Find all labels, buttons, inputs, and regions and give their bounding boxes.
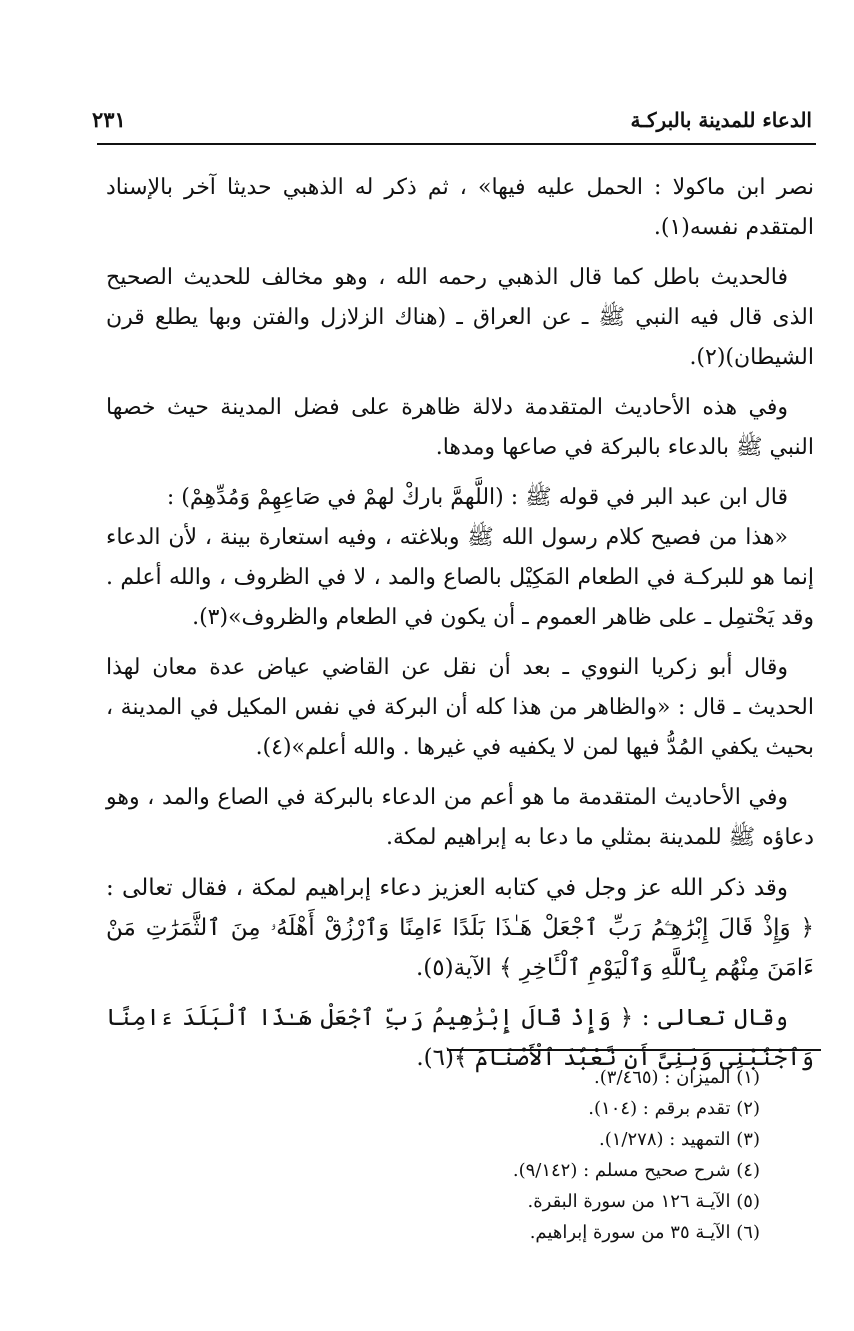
footnote: (٣) التمهيد : (١/٢٧٨). [599, 1129, 760, 1150]
quotation: «هذا من فصيح كلام رسول الله ﷺ وبلاغته ، وفيه استعارة بينة ، لأن الدعاء إنما هو للبركـة في الطعام المَكِيْل بالصاع والمد ، لا في الظروف ، والله أعلم . وقد يَحْتمِل ـ على ظاهر العموم ـ أن يكون في الطعام والظروف»(٣). [106, 525, 814, 630]
footnote: (١) الميزان : (٣/٤٦٥). [594, 1067, 760, 1088]
running-title: الدعاء للمدينة بالبركـة [630, 108, 812, 132]
quote-intro: قال ابن عبد البر في قوله ﷺ : (اللَّهمَّ باركْ لهمْ في صَاعِهِمْ وَمُدِّهِمْ) : [166, 485, 788, 510]
paragraph: وقال أبو زكريا النووي ـ بعد أن نقل عن القاضي عياض عدة معان لهذا الحديث ـ قال : «والظاهر من هذا كله أن البركة في نفس المكيل في المدينة ، بحيث يكفي المُدُّ فيها لمن لا يكفيه في غيرها . والله أعلم»(٤). [106, 655, 814, 760]
paragraph: وفي هذه الأحاديث المتقدمة دلالة ظاهرة على فضل المدينة حيث خصها النبي ﷺ بالدعاء بالبركة في صاعها ومدها. [106, 395, 814, 460]
paragraph: نصر ابن ماكولا : الحمل عليه فيها» ، ثم ذكر له الذهبي حديثا آخر بالإسناد المتقدم نفسه(١). [106, 175, 814, 240]
footnote: (٥) الآيـة ١٢٦ من سورة البقرة. [527, 1191, 760, 1212]
quran-citation: وقد ذكر الله عز وجل في كتابه العزيز دعاء إبراهيم لمكة ، فقال تعالى : ﴿ وَإِذْ قَالَ إِبْرَٰهِـۧمُ رَبِّ ٱجْعَلْ هَـٰذَا بَلَدًا ءَامِنًا وَٱرْزُقْ أَهْلَهُۥ مِنَ ٱلثَّمَرَٰتِ مَنْ ءَامَنَ مِنْهُم بِٱللَّهِ وَٱلْيَوْمِ ٱلْـَٔاخِرِ ﴾ الآية(٥). [106, 875, 814, 981]
footnote-divider [447, 1049, 821, 1051]
main-text [106, 168, 814, 1088]
footnote: (٤) شرح صحيح مسلم : (٩/١٤٢). [512, 1160, 760, 1181]
paragraph: فالحديث باطل كما قال الذهبي رحمه الله ، وهو مخالف للحديث الصحيح الذى قال فيه النبي ﷺ ـ عن العراق ـ (هناك الزلازل والفتن وبها يطلع قرن الشيطان)(٢). [106, 265, 814, 370]
footnote: (٦) الآيـة ٣٥ من سورة إبراهيم. [529, 1222, 760, 1243]
page-number: ٢٣١ [92, 107, 126, 132]
footnote: (٢) تقدم برقم : (١٠٤). [588, 1098, 760, 1119]
header-divider [97, 143, 816, 145]
quran-citation: وقال تعالى : ﴿ وَإِذْ قَالَ إِبْرَٰهِيمُ رَبِّ ٱجْعَلْ هَـٰذَا ٱلْبَلَدَ ءَامِنًا وَٱجْنُبْنِى وَبَنِىَّ أَن نَّعْبُدَ ٱلْأَصْنَامَ ﴾(٦). [106, 1005, 814, 1071]
footnotes [320, 1062, 760, 1248]
paragraph: وفي الأحاديث المتقدمة ما هو أعم من الدعاء بالبركة في الصاع والمد ، وهو دعاؤه ﷺ للمدينة بمثلي ما دعا به إبراهيم لمكة. [106, 785, 814, 850]
running-head [92, 92, 812, 132]
